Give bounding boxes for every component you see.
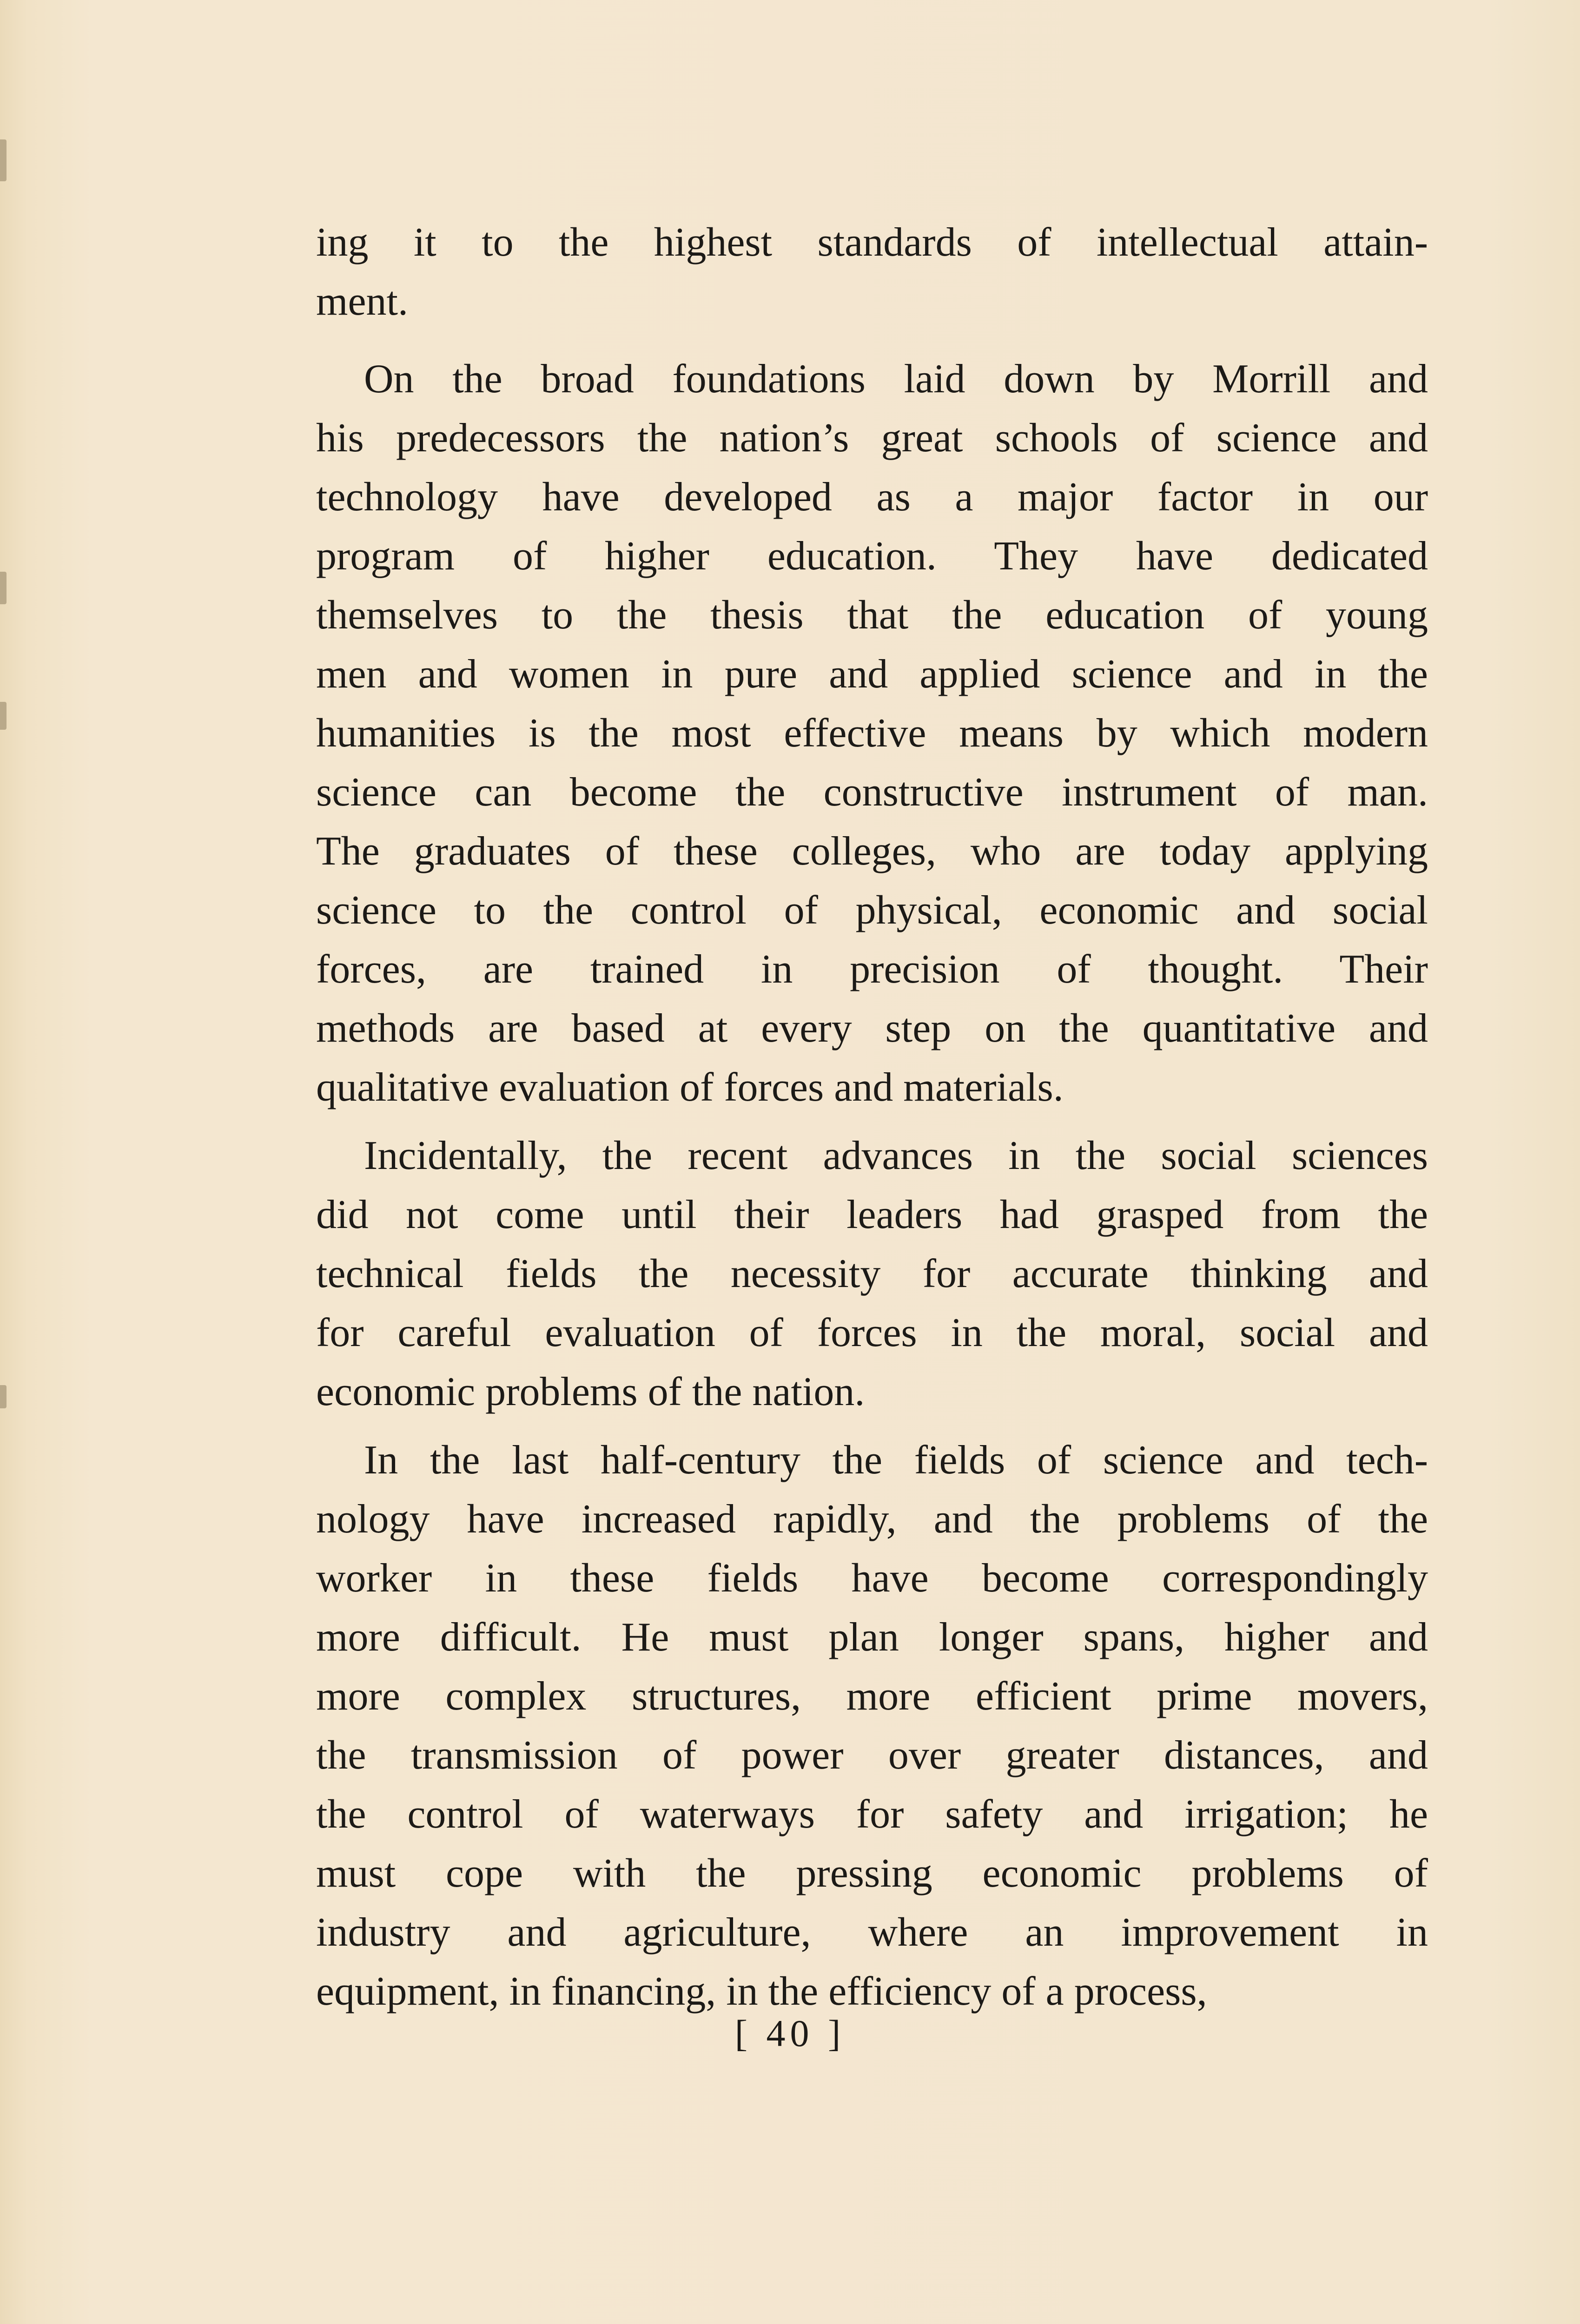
text-line: Incidentally, the recent advances in the social sciences (364, 1133, 1428, 1178)
text-line: ment. (316, 279, 408, 324)
text-line: humanities is the most effective means by which modern (316, 711, 1428, 756)
paragraph-gap (316, 331, 1428, 350)
text-line: more complex structures, more efficient prime movers, (316, 1674, 1428, 1719)
binding-edge-mark (0, 572, 7, 604)
text-line: industry and agriculture, where an improvement in (316, 1910, 1428, 1955)
text-line: On the broad foundations laid down by Morrill and (364, 357, 1428, 402)
text-line: more difficult. He must plan longer spans, higher and (316, 1615, 1428, 1660)
paragraph (316, 1126, 1428, 1421)
paragraph (316, 213, 1428, 331)
text-line: the transmission of power over greater distances, and (316, 1733, 1428, 1778)
text-line: In the last half-century the fields of science and tech- (364, 1438, 1428, 1483)
paragraph (316, 350, 1428, 1117)
body-text (316, 213, 1428, 2021)
text-line: qualitative evaluation of forces and materials. (316, 1065, 1064, 1110)
binding-edge-mark (0, 139, 7, 181)
text-line: his predecessors the nation’s great schools of science and (316, 416, 1428, 461)
text-line: nology have increased rapidly, and the problems of the (316, 1497, 1428, 1542)
text-line: forces, are trained in precision of thought. Their (316, 947, 1428, 992)
text-line: worker in these fields have become correspondingly (316, 1556, 1428, 1601)
text-line: technology have developed as a major factor in our (316, 475, 1428, 520)
binding-edge-mark (0, 1385, 7, 1408)
text-line: equipment, in financing, in the efficiency of a process, (316, 1969, 1207, 2014)
text-line: men and women in pure and applied science and in the (316, 652, 1428, 697)
text-line: economic problems of the nation. (316, 1369, 865, 1414)
text-line: did not come until their leaders had grasped from the (316, 1192, 1428, 1237)
text-line: The graduates of these colleges, who are today applying (316, 829, 1428, 874)
text-line: program of higher education. They have dedicated (316, 534, 1428, 579)
text-line: themselves to the thesis that the education of young (316, 593, 1428, 638)
text-line: science can become the constructive instrument of man. (316, 770, 1428, 815)
binding-edge-mark (0, 702, 7, 730)
text-line: methods are based at every step on the quantitative and (316, 1006, 1428, 1051)
text-line: technical fields the necessity for accurate thinking and (316, 1251, 1428, 1296)
text-line: science to the control of physical, economic and social (316, 888, 1428, 933)
text-line: for careful evaluation of forces in the moral, social and (316, 1310, 1428, 1355)
page-number: [ 40 ] (734, 2012, 846, 2054)
text-line: the control of waterways for safety and irrigation; he (316, 1792, 1428, 1837)
paragraph-gap (316, 1117, 1428, 1126)
paragraph-gap (316, 1421, 1428, 1431)
text-line: must cope with the pressing economic problems of (316, 1851, 1428, 1896)
paragraph (316, 1431, 1428, 2021)
text-line: ing it to the highest standards of intellectual attain- (316, 220, 1428, 265)
